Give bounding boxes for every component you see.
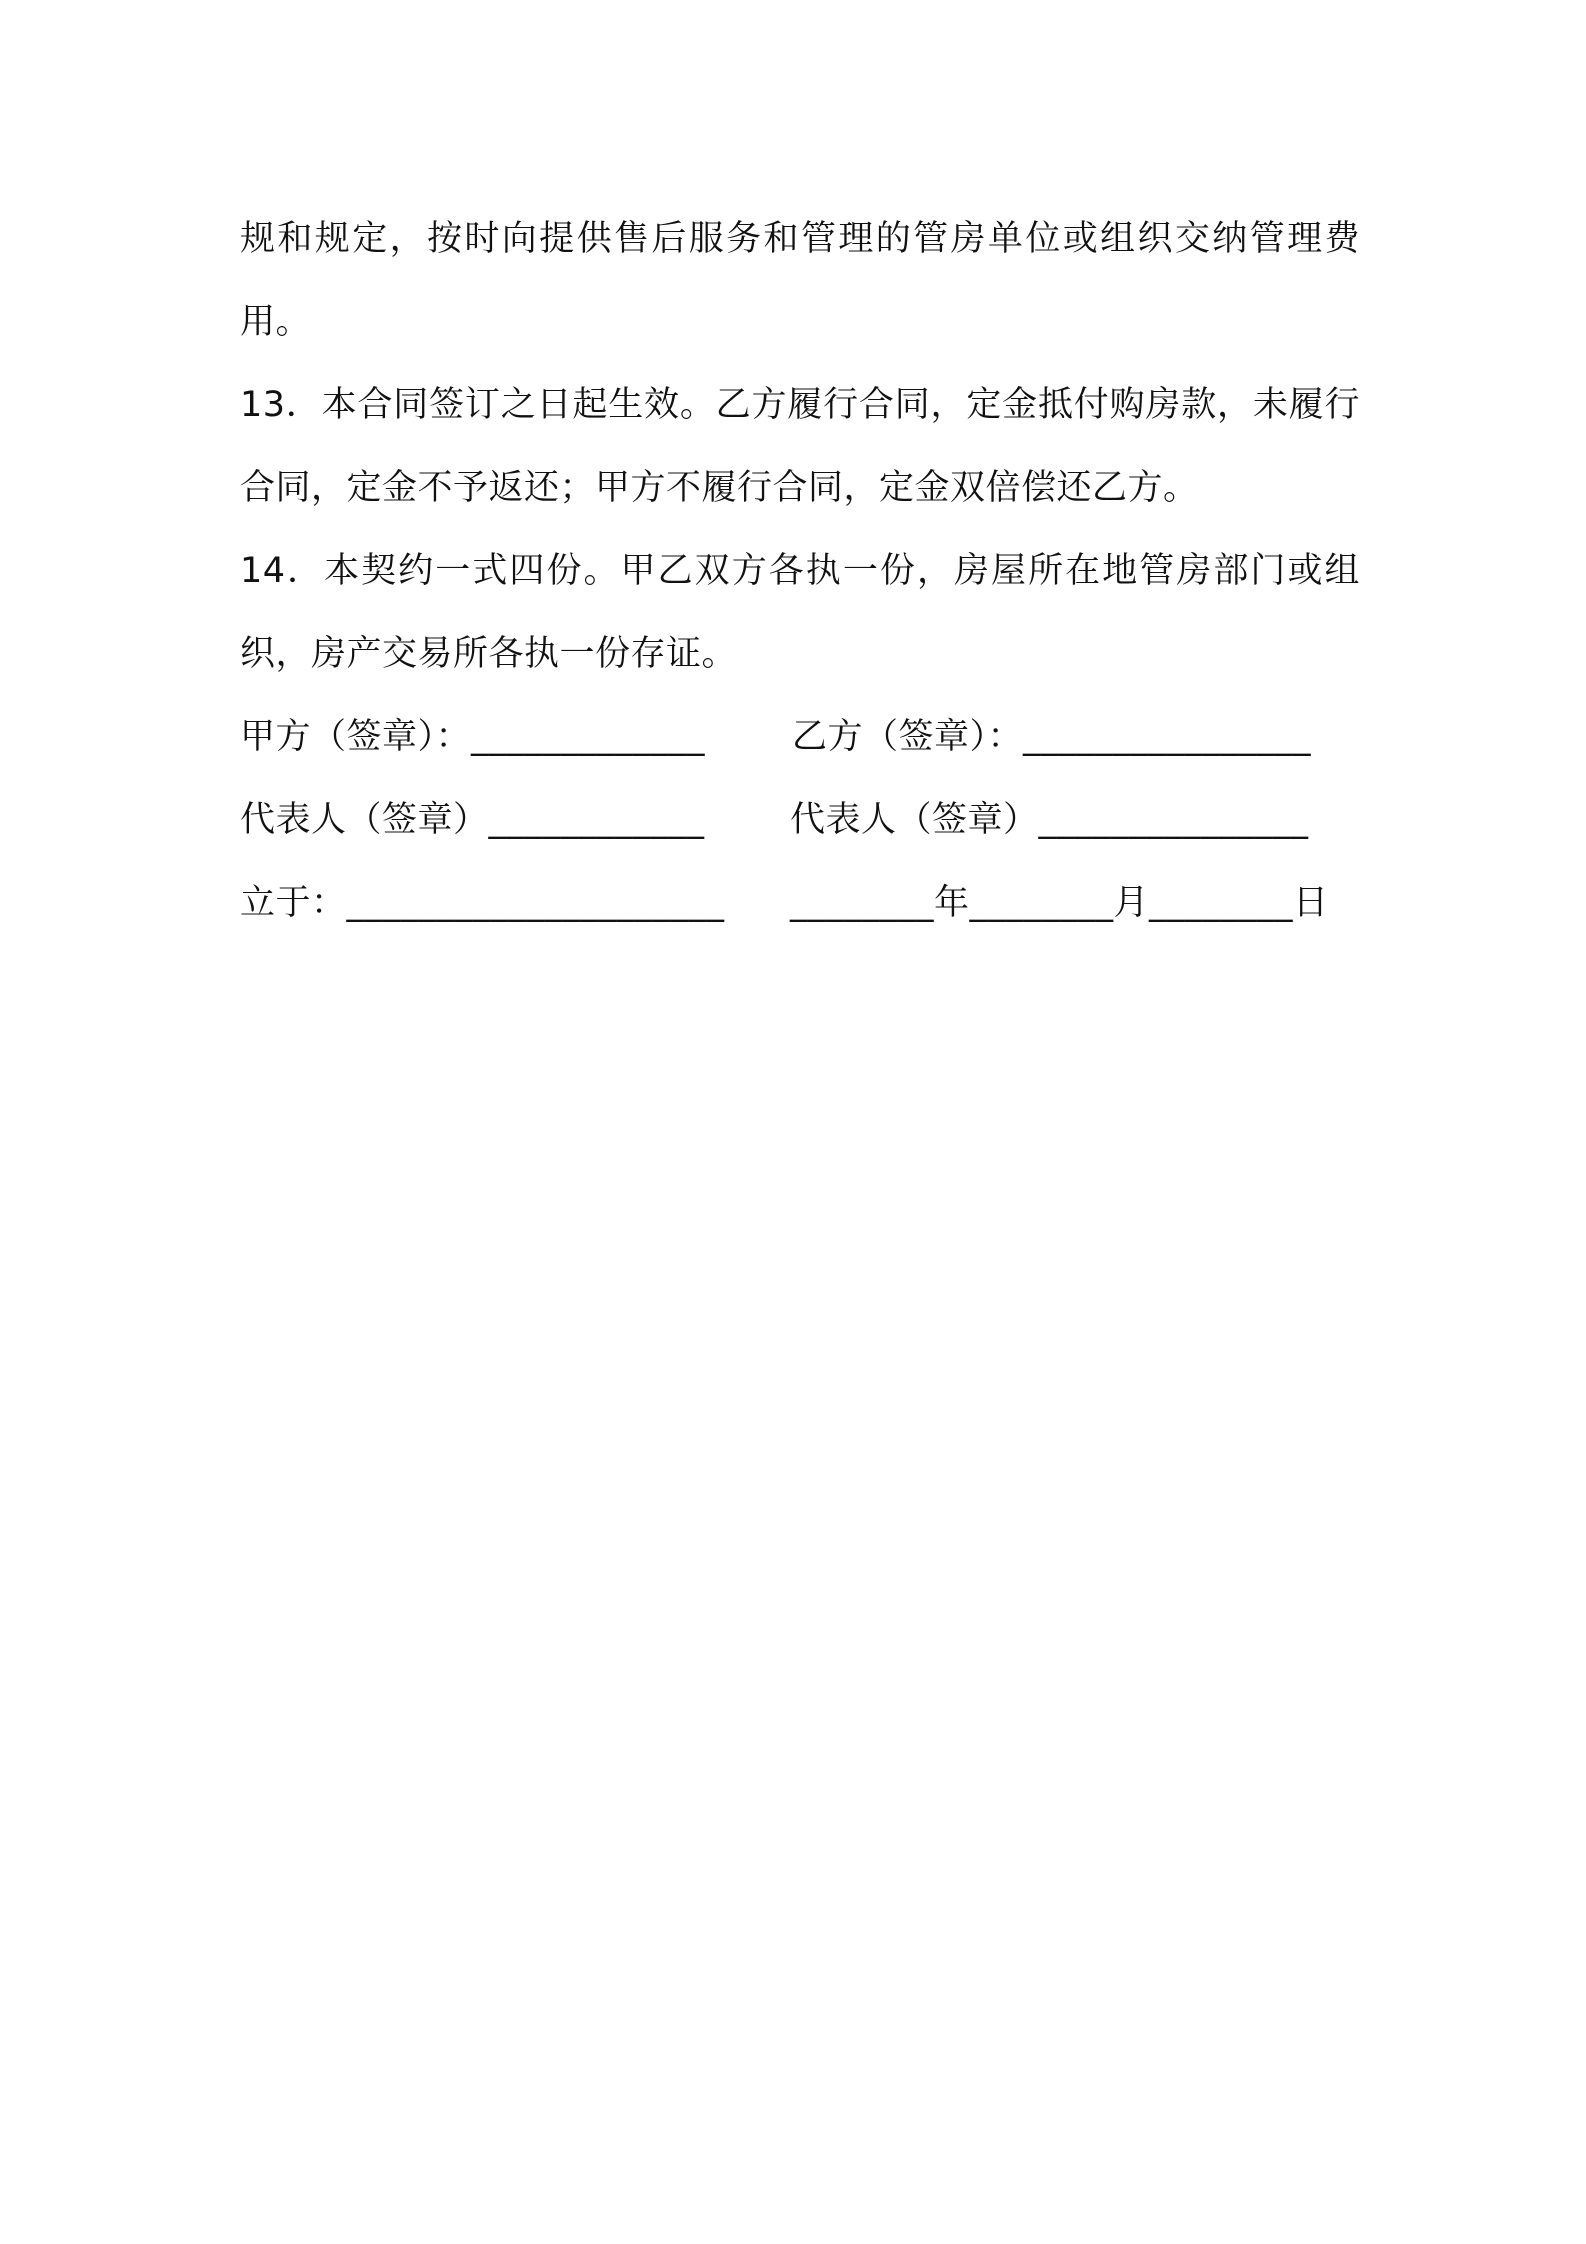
clause-12-continuation: 规和规定，按时向提供售后服务和管理的管房单位或组织交纳管理费用。 — [240, 219, 1360, 342]
signing-place-line: 立于：_____________________ — [240, 883, 725, 923]
party-a-signature-line: 甲方（签章）：_____________ — [240, 717, 706, 757]
signature-row-representatives — [240, 779, 1360, 862]
signature-row-parties — [240, 696, 1360, 779]
representative-a-signature-line: 代表人（签章）____________ — [240, 800, 705, 840]
representative-b-signature-line: 代表人（签章）_______________ — [790, 800, 1309, 840]
document-body — [240, 198, 1360, 945]
party-b-signature-line: 乙方（签章）：________________ — [792, 717, 1312, 757]
clause-14: 14．本契约一式四份。甲乙双方各执一份，房屋所在地管房部门或组织，房产交易所各执一份存证。 — [240, 551, 1360, 674]
signature-row-place-date — [240, 862, 1360, 945]
clause-13: 13．本合同签订之日起生效。乙方履行合同，定金抵付购房款，未履行合同，定金不予返还；甲方不履行合同，定金双倍偿还乙方。 — [240, 385, 1360, 508]
signing-date-line: ________年________月________日 — [790, 883, 1329, 923]
